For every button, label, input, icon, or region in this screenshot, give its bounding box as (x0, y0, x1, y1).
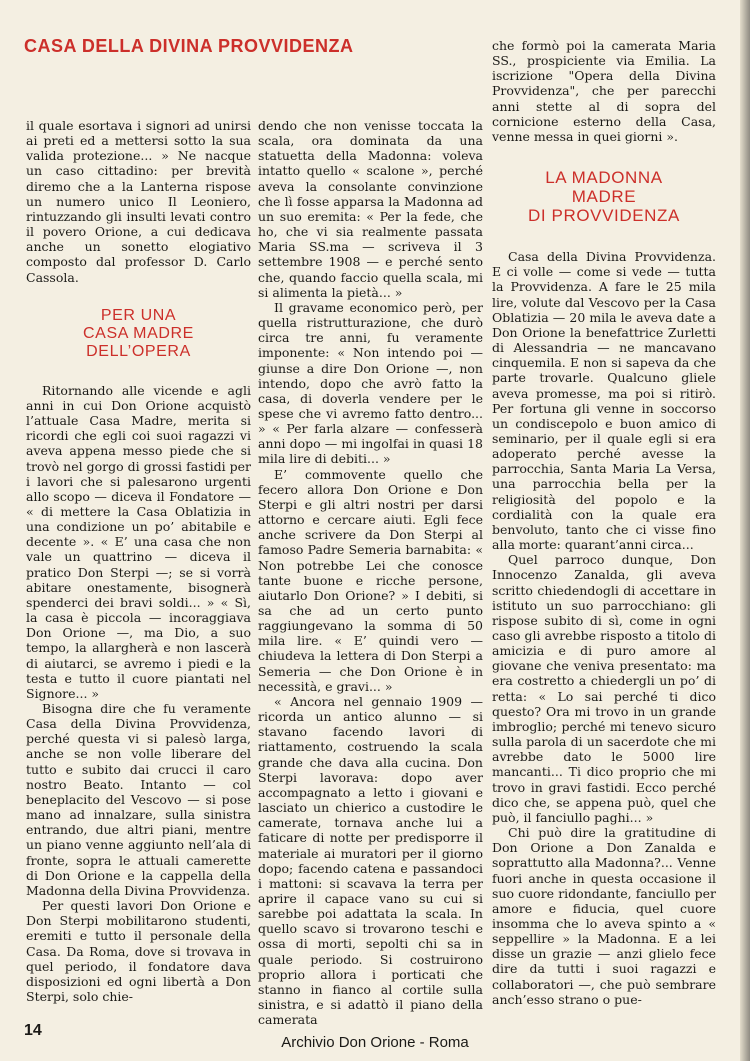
page-number: 14 (24, 1022, 42, 1039)
paragraph: Chi può dire la gratitudine di Don Orione a Don Zanalda e soprattutto alla Madonna?... Venne fuori anche in questa occasione il suo cuore ridondante, fanciullo per amore e fiducia, quel cuore insomma che lo aveva spinto a « seppellire » la Madonna. E a lei disse un grazie — anzi glielo fece dire da tutti i suoi ragazzi e collaboratori —, che può sembrare anch’esso strano o pue- (492, 825, 716, 1007)
paragraph: E’ commovente quello che fecero allora Don Orione e Don Sterpi e gli altri nostri per darsi attorno e cercare aiuti. Egli fece anche scrivere da Don Sterpi al famoso Padre Semeria barnabita: « Non potrebbe Lei che conosce tante buone e ricche persone, aiutarlo Don Orione? » I debiti, si sa che ad un certo punto raggiungevano la somma di 50 mila lire. « E’ quindi vero — chiudeva la lettera di Don Sterpi a Semeria — che Don Orione è in necessità, e gravi... » (258, 466, 483, 694)
paragraph: Casa della Divina Provvidenza. E ci volle — come si vede — tutta la Provvidenza. A fare le 25 mila lire, volute dal Vescovo per la Casa Oblatizia — 20 mila le aveva date a Don Orione la benefattrice Zurletti di Alessandria — ne mancavano cinquemila. E non si sapeva da che parte trovarle. Qualcuno gliele aveva promesse, ma poi si ritirò. Per fortuna gli venne in soccorso un condiscepolo e buon amico di seminario, per il quale egli si era adoperato perché avesse la parrocchia, Santa Maria La Versa, una parrocchia bella per la religiosità del popolo e la cordialità con la quale era benvoluto, tanto che ci visse fino alla morte: quarant’anni circa... (492, 249, 716, 553)
column-1 (26, 118, 251, 1004)
subheading-casa-madre (26, 307, 251, 361)
paragraph: il quale esortava i signori ad unirsi ai preti ed a mettersi sotto la sua valida protezione... » Ne nacque un caso cittadino: per brevità diremo che a la Lanterna rispose un numero unico Il Leoniero, rintuzzando gli insulti levati contro il povero Orione, a cui dedicava anche un sonetto elogiativo composto dal professor D. Carlo Cassola. (26, 118, 251, 285)
paragraph: Bisogna dire che fu veramente Casa della Divina Provvidenza, perché questa vi si palesò larga, anche se non volle liberare del tutto e subito dai crucci il caro nostro Beato. Intanto — col beneplacito del Vescovo — si pose mano ad innalzare, sulla sinistra entrando, due altri piani, mentre un piano venne aggiunto nell’ala di fronte, sopra le attuali camerette di Don Orione e la cappella della Madonna della Divina Provvidenza. (26, 701, 251, 898)
page-edge-shadow (740, 0, 750, 1061)
paragraph: che formò poi la camerata Maria SS., prospiciente via Emilia. La iscrizione "Opera della Divina Provvidenza", che per parecchi anni stette al di sopra del cornicione esterno della Casa, venne messa in quei giorni ». (492, 38, 716, 144)
subheading-line: LA MADONNA (545, 168, 663, 188)
paragraph: « Ancora nel gennaio 1909 — ricorda un antico alunno — si stavano facendo lavori di riattamento, costruendo la scala grande che dava alla cucina. Don Sterpi lavorava: dopo aver accompagnato a letto i giovani e lasciato un chierico a custodire le camerate, tornava anche lui a faticare di notte per predisporre il materiale ai muratori per il giorno dopo; facendo catena e passandoci i mattoni: si scavava la terra per aprire il capace vano su cui si sarebbe poi adattata la scala. In quello scavo si trovarono teschi e ossa di morti, sepolti chi sa in quale periodo. Si costruirono proprio allora i porticati che stanno in fianco al cortile sulla sinistra, e si adattò il piano della camerata (258, 693, 483, 1028)
column-3 (492, 38, 716, 1007)
paragraph: Ritornando alle vicende e agli anni in cui Don Orione acquistò l’attuale Casa Madre, merita si ricordi che egli coi suoi ragazzi vi aveva appena messo piede che si trovò nel gorgo di grossi fastidi per i lavori che si palesarono urgenti allo scopo — diceva il Fondatore — « di mettere la Casa Oblatizia in una condizione un po’ abitabile e decente ». « E’ una casa che non vale un quattrino — diceva il pratico Don Sterpi —; se si vorrà abitare onestamente, bisognerà spenderci dei bravi soldi... » « Sì, la casa è piccola — incoraggiava Don Orione —, ma Dio, a suo tempo, la allargherà e non lascerà di aiutarci, se avremo i piedi e la testa e tutto il cuore piantati nel Signore... » (26, 382, 251, 701)
section-title: CASA DELLA DIVINA PROVVIDENZA (24, 36, 354, 56)
subheading-line: DELL’OPERA (86, 342, 191, 360)
archive-caption: Archivio Don Orione - Roma (281, 1034, 469, 1051)
subheading-line: CASA MADRE (83, 324, 194, 342)
subheading-madonna (492, 168, 716, 225)
column-2 (258, 118, 483, 1027)
paragraph: Per questi lavori Don Orione e Don Sterpi mobilitarono studenti, eremiti e tutto il personale della Casa. Da Roma, dove si trovava in quel periodo, il fondatore dava disposizioni ed ogni libertà a Don Sterpi, solo chie- (26, 898, 251, 1004)
subheading-line: PER UNA (100, 306, 177, 324)
paragraph: dendo che non venisse toccata la scala, ora dominata da una statuetta della Madonna: voleva intatto quello « scalone », perché aveva la consolante convinzione che lì fosse apparsa la Madonna ad un suo eremita: « Per la fede, che ho, che vi sia realmente passata Maria SS.ma — scriveva il 3 settembre 1908 — e perché sento che, quando faccio quella scala, mi si alimenta la pietà... » (258, 118, 483, 300)
subheading-line: MADRE (571, 187, 637, 207)
subheading-line: DI PROVVIDENZA (528, 206, 680, 226)
paragraph: Il gravame economico però, per quella ristrutturazione, che durò circa tre anni, fu veramente imponente: « Non intendo poi — giunse a dire Don Orione —, non intendo, dopo che avrò fatto la casa, di doverla vendere per le spese che vi avremo fatto dentro... » « Per farla alzare — confesserà anni dopo — mi ingolfai in quasi 18 mila lire di debiti... » (258, 299, 483, 467)
paragraph: Quel parroco dunque, Don Innocenzo Zanalda, gli aveva scritto chiedendogli di accettare in istituto un suo parrocchiano: gli rispose subito di sì, come in ogni caso gli avrebbe risposto a titolo di amicizia e di puro amore al giovane che veniva presentato: ma era costretto a chiedergli un po’ di retta: « Lo sai perché ti dico questo? Ora mi trovo in un grande imbroglio; perché mi tenevo sicuro sulla parola di un sacerdote che mi avrebbe dato le 5000 lire mancanti... Ti dico proprio che mi trovo in gravi fastidi. Ecco perché dico che, se appena può, quel che può, il fanciullo paghi... » (492, 552, 716, 825)
